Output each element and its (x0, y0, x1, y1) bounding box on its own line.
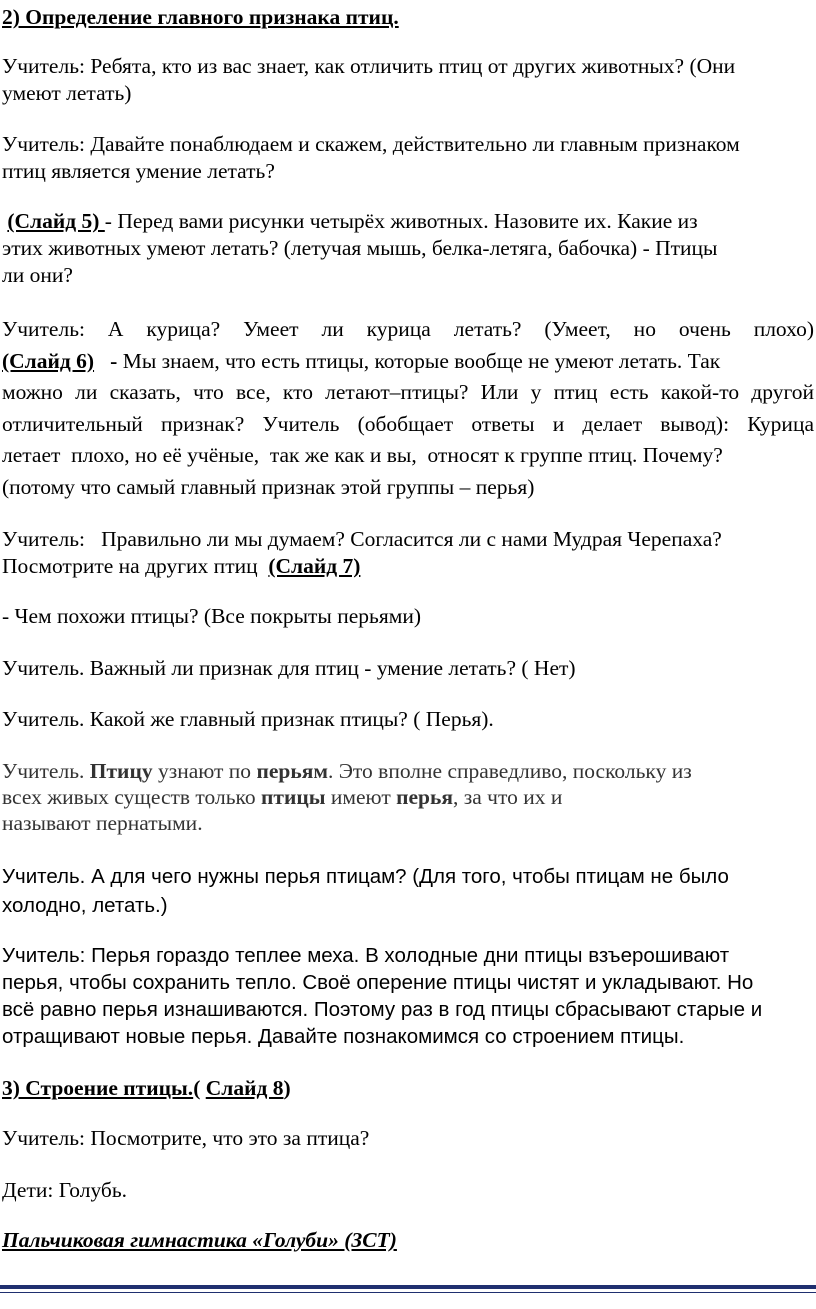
slide-6-ref: (Слайд 6) (2, 348, 95, 373)
section-3-heading: 3) Строение птицы.( Слайд 8) (2, 1076, 291, 1100)
paragraph-teacher-question: Учитель: Ребята, кто из вас знает, как отличить птиц от других животных? (Они умеют летать) (2, 54, 736, 105)
paragraph-why-feathers: Учитель. А для чего нужны перья птицам? (Для того, чтобы птицам не было холодно, летать.) (2, 865, 729, 917)
slide-8-ref: Слайд 8 (205, 1076, 284, 1100)
paragraph-similar: - Чем похожи птицы? (Все покрыты перьями) (2, 604, 422, 628)
paragraph-observe: Учитель: Давайте понаблюдаем и скажем, действительно ли главным признаком птиц является умение летать? (2, 132, 740, 183)
slide-7-ref: (Слайд 7) (268, 554, 361, 578)
paragraph-slide-5: (Слайд 5) - Перед вами рисунки четырёх животных. Назовите их. Какие из этих животных умеют летать? (летучая мышь, белка-летяга, бабочка) - Птицы ли они? (2, 209, 718, 287)
paragraph-chicken: Учитель: А курица? Умеет ли курица летать? (Умеет, но очень плохо) (Слайд 6) - Мы знаем, что есть птицы, которые вообще не умеют летать. Так можно ли сказать, что все, кто летают–птицы? Или у птиц есть какой-то другой отличительный признак? Учитель (обобщает ответы и делает вывод): Курица летает плохо, но её учёные, так же как и вы, относят к группе птиц. Почему? (потому что самый главный признак этой группы – перья) (2, 317, 814, 499)
paragraph-feathers: Учитель. Птицу узнают по перьям. Это вполне справедливо, поскольку из всех живых существ только птицы имеют перья, за что их и называют пернатыми. (2, 759, 692, 835)
paragraph-important: Учитель. Важный ли признак для птиц - умение летать? ( Нет) (2, 656, 576, 680)
finger-gymnastics-heading: Пальчиковая гимнастика «Голуби» (ЗСТ) (2, 1228, 397, 1252)
slide-5-ref: (Слайд 5) (7, 209, 105, 233)
paragraph-turtle: Учитель: Правильно ли мы думаем? Согласится ли с нами Мудрая Черепаха? Посмотрите на других птиц (Слайд 7) (2, 527, 722, 578)
footer-rule-thick (0, 1285, 816, 1289)
section-2-heading: 2) Определение главного признака птиц. (2, 5, 399, 29)
footer-rule-thin (0, 1292, 816, 1293)
paragraph-feathers-warm: Учитель: Перья гораздо теплее меха. В холодные дни птицы взъерошивают перья, чтобы сохранить тепло. Своё оперение птицы чистят и укладывают. Но всё равно перья изнашиваются. Поэтому раз в год птицы сбрасывают старые и отращивают новые перья. Давайте познакомимся со строением птицы. (2, 944, 763, 1048)
paragraph-what-bird: Учитель: Посмотрите, что это за птица? (2, 1126, 370, 1150)
paragraph-children-answer: Дети: Голубь. (2, 1178, 128, 1202)
paragraph-main-feature: Учитель. Какой же главный признак птицы? ( Перья). (2, 707, 494, 731)
